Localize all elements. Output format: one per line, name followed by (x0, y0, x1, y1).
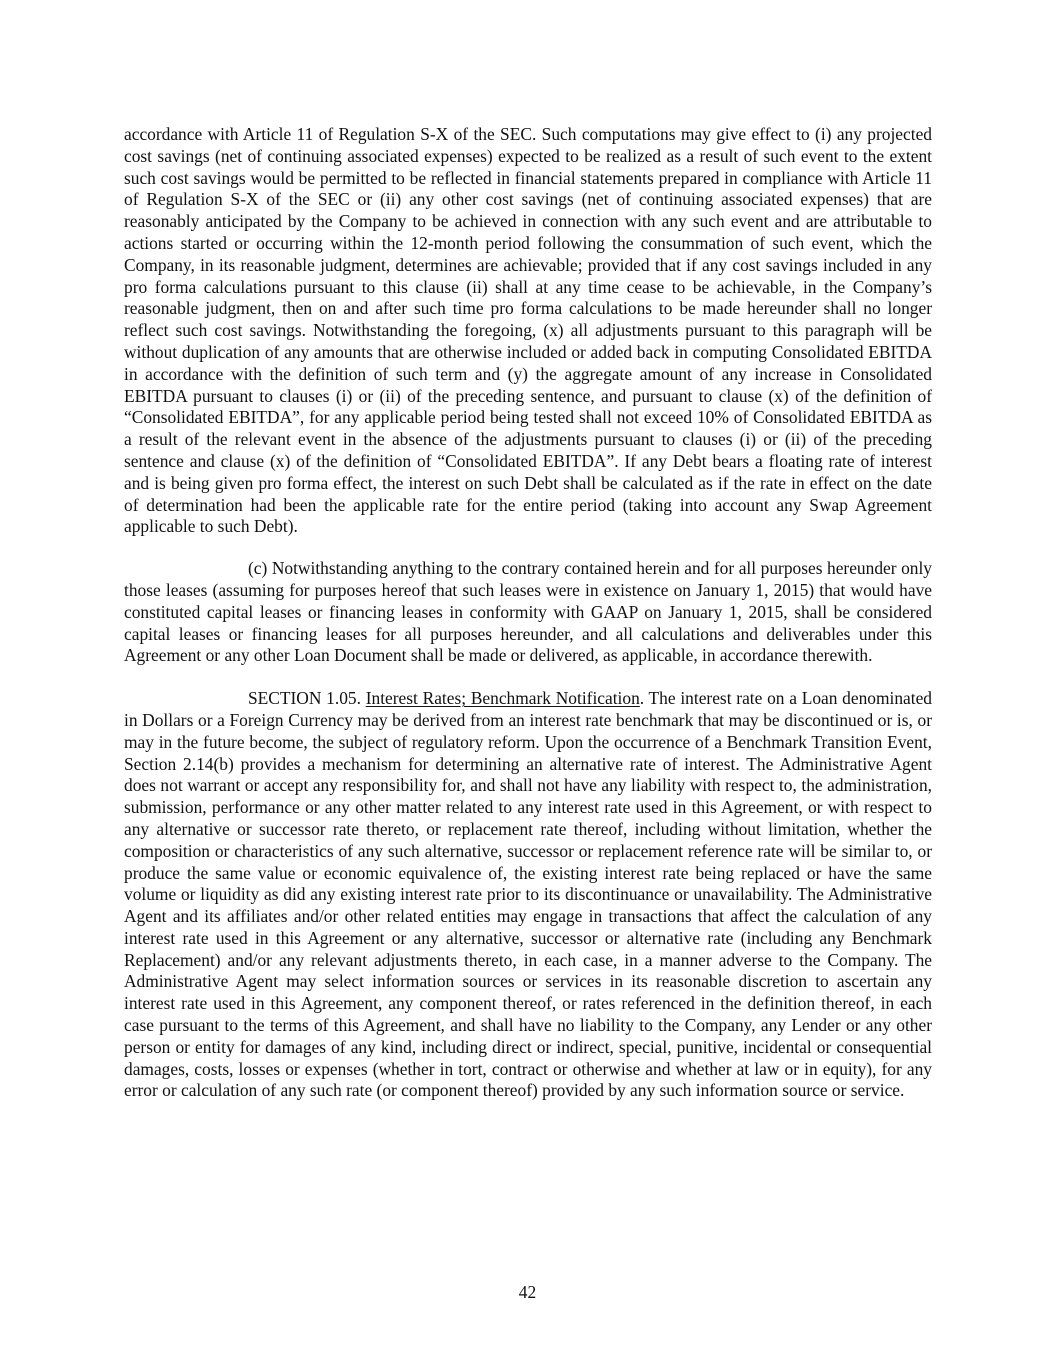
section-number: SECTION 1.05. (248, 688, 361, 709)
paragraph-section-1-05 (124, 688, 932, 1102)
document-body (124, 124, 932, 1102)
page-number: 42 (518, 1282, 537, 1302)
paragraph-leases: (c) Notwithstanding anything to the contrary contained herein and for all purposes hereunder only those leases (assuming for purposes hereof that such leases were in existence on January 1, 2015) that would have constituted capital leases or financing leases in conformity with GAAP on January 1, 2015, shall be considered capital leases or financing leases for all purposes hereunder, and all calculations and deliverables under this Agreement or any other Loan Document shall be made or delivered, as applicable, in accordance therewith. (124, 558, 932, 666)
section-heading: Interest Rates; Benchmark Notification (365, 688, 640, 709)
section-body: . The interest rate on a Loan denominated in Dollars or a Foreign Currency may be derived from an interest rate benchmark that may be discontinued or is, or may in the future become, the subject of regulatory reform. Upon the occurrence of a Benchmark Transition Event, Section 2.14(b) provides a mechanism for determining an alternative rate of interest. The Administrative Agent does not warrant or accept any responsibility for, and shall not have any liability with respect to, the administration, submission, performance or any other matter related to any interest rate used in this Agreement, or with respect to any alternative or successor rate thereto, or replacement rate thereof, including without limitation, whether the composition or characteristics of any such alternative, successor or replacement reference rate will be similar to, or produce the same value or economic equivalence of, the existing interest rate being replaced or have the same volume or liquidity as did any existing interest rate prior to its discontinuance or unavailability. The Administrative Agent and its affiliates and/or other related entities may engage in transactions that affect the calculation of any interest rate used in this Agreement or any alternative, successor or alternative rate (including any Benchmark Replacement) and/or any relevant adjustments thereto, in each case, in a manner adverse to the Company. The Administrative Agent may select information sources or services in its reasonable discretion to ascertain any interest rate used in this Agreement, any component thereof, or rates referenced in the definition thereof, in each case pursuant to the terms of this Agreement, and shall have no liability to the Company, any Lender or any other person or entity for damages of any kind, including direct or indirect, special, punitive, incidental or consequential damages, costs, losses or expenses (whether in tort, contract or otherwise and whether at law or in equity), for any error or calculation of any such rate (or component thereof) provided by any such information source or service. (124, 688, 932, 1101)
paragraph-computations: accordance with Article 11 of Regulation S-X of the SEC. Such computations may give effect to (i) any projected cost savings (net of continuing associated expenses) expected to be realized as a result of such event to the extent such cost savings would be permitted to be reflected in financial statements prepared in compliance with Article 11 of Regulation S-X of the SEC or (ii) any other cost savings (net of continuing associated expenses) that are reasonably anticipated by the Company to be achieved in connection with any such event and are attributable to actions started or occurring within the 12-month period following the consummation of such event, which the Company, in its reasonable judgment, determines are achievable; provided that if any cost savings included in any pro forma calculations pursuant to this clause (ii) shall at any time cease to be achievable, in the Company’s reasonable judgment, then on and after such time pro forma calculations to be made hereunder shall no longer reflect such cost savings. Notwithstanding the foregoing, (x) all adjustments pursuant to this paragraph will be without duplication of any amounts that are otherwise included or added back in computing Consolidated EBITDA in accordance with the definition of such term and (y) the aggregate amount of any increase in Consolidated EBITDA pursuant to clauses (i) or (ii) of the preceding sentence, and pursuant to clause (x) of the definition of “Consolidated EBITDA”, for any applicable period being tested shall not exceed 10% of Consolidated EBITDA as a result of the relevant event in the absence of the adjustments pursuant to clauses (i) or (ii) of the preceding sentence and clause (x) of the definition of “Consolidated EBITDA”. If any Debt bears a floating rate of interest and is being given pro forma effect, the interest on such Debt shall be calculated as if the rate in effect on the date of determination had been the applicable rate for the entire period (taking into account any Swap Agreement applicable to such Debt). (124, 124, 932, 537)
